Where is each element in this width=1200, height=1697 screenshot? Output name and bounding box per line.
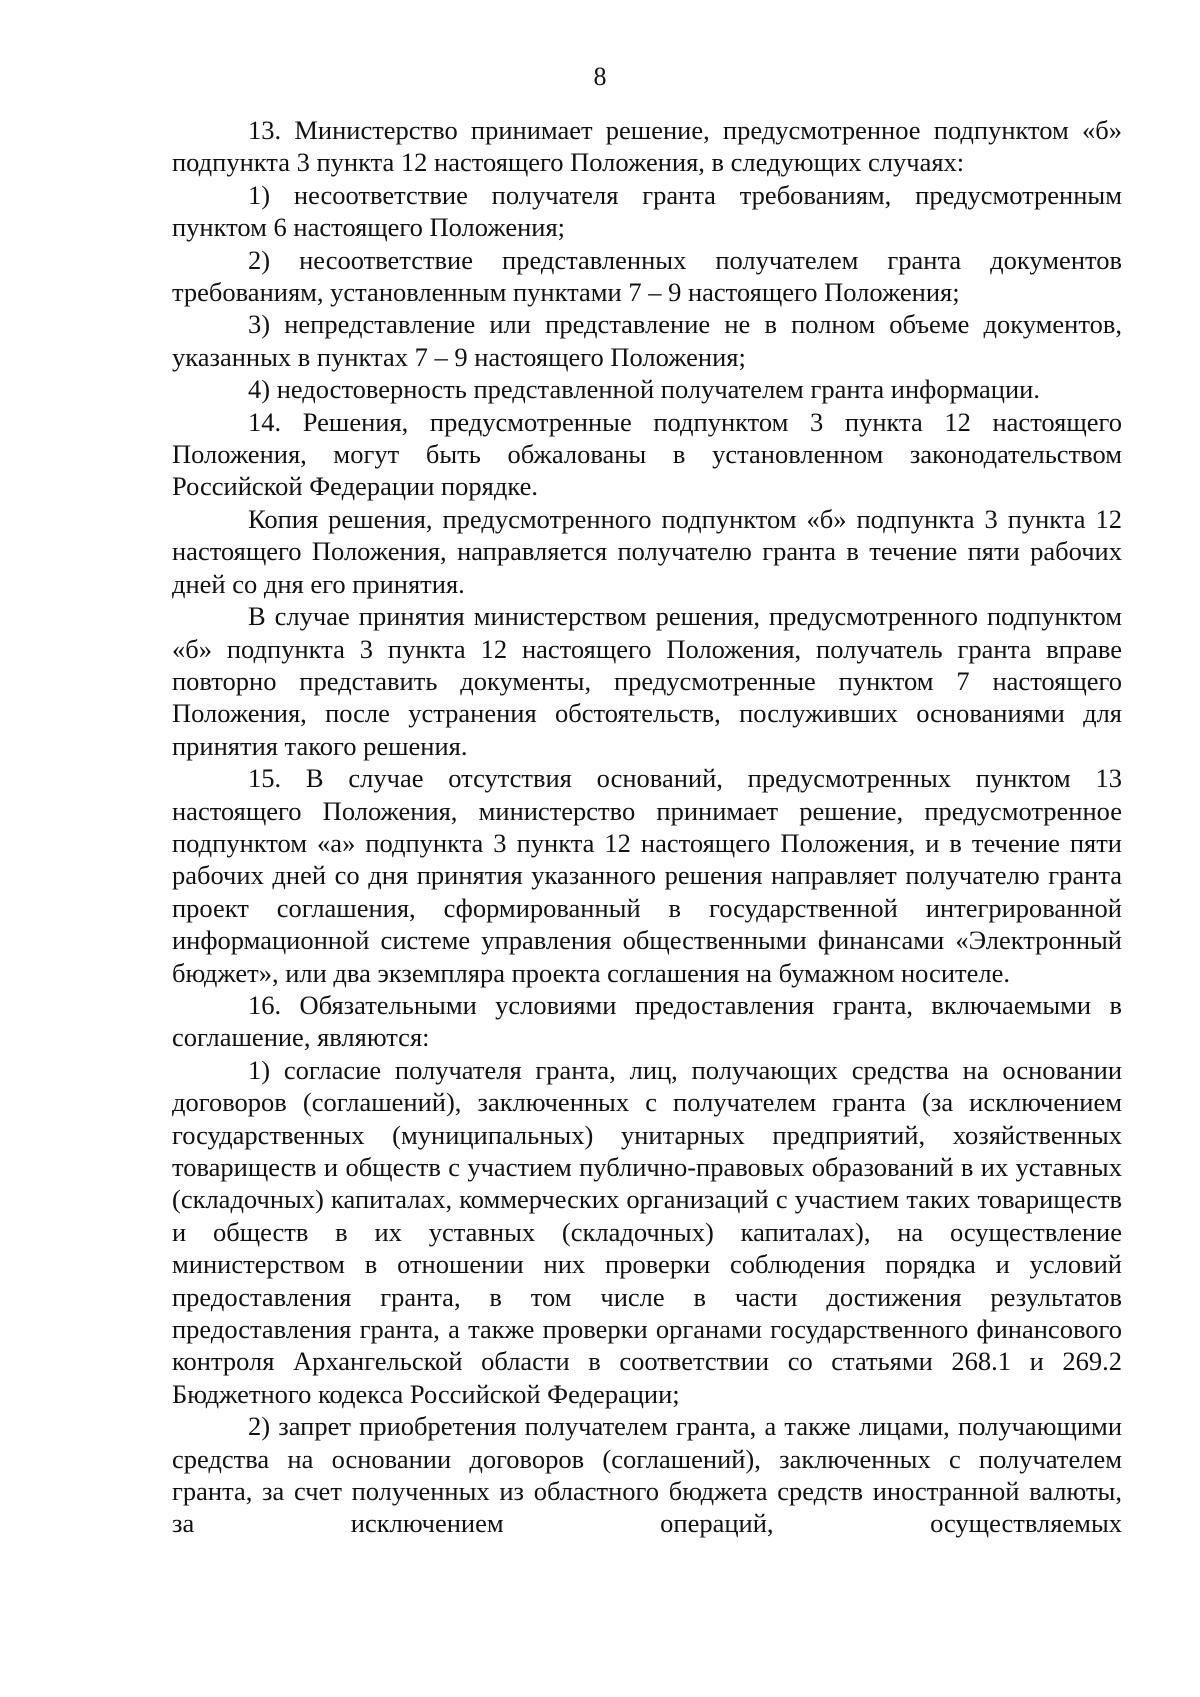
paragraph-14-copy: Копия решения, предусмотренного подпунктом «б» подпункта 3 пункта 12 настоящего Положения, направляется получателю гранта в течение пяти рабочих дней со дня его принятия. bbox=[172, 503, 1122, 599]
paragraph-15: 15. В случае отсутствия оснований, предусмотренных пунктом 13 настоящего Положения, министерство принимает решение, предусмотренное подпунктом «а» подпункта 3 пункта 12 настоящего Положения, и в течение пяти рабочих дней со дня принятия указанного решения направляет получателю гранта проект соглашения, сформированный в государственной интегрированной информационной системе управления общественными финансами «Электронный бюджет», или два экземпляра проекта соглашения на бумажном носителе. bbox=[172, 763, 1122, 988]
paragraph-14: 14. Решения, предусмотренные подпунктом 3 пункта 12 настоящего Положения, могут быть обжалованы в установленном законодательством Российской Федерации порядке. bbox=[172, 406, 1122, 502]
paragraph-13-item-2: 2) несоответствие представленных получателем гранта документов требованиям, установленным пунктами 7 – 9 настоящего Положения; bbox=[172, 244, 1122, 308]
paragraph-16-item-1: 1) согласие получателя гранта, лиц, получающих средства на основании договоров (соглашений), заключенных с получателем гранта (за исключением государственных (муниципальных) унитарных предприятий, хозяйственных товариществ и обществ с участием публично-правовых образований в их уставных (складочных) капиталах, коммерческих организаций с участием таких товариществ и обществ в их уставных (складочных) капиталах), на осуществление министерством в отношении них проверки соблюдения порядка и условий предоставления гранта, в том числе в части достижения результатов предоставления гранта, а также проверки органами государственного финансового контроля Архангельской области в соответствии со статьями 268.1 и 269.2 Бюджетного кодекса Российской Федерации; bbox=[172, 1054, 1122, 1409]
paragraph-16: 16. Обязательными условиями предоставления гранта, включаемыми в соглашение, являются: bbox=[172, 989, 1122, 1053]
paragraph-16-item-2: 2) запрет приобретения получателем гранта, а также лицами, получающими средства на основании договоров (соглашений), заключенных с получателем гранта, за счет полученных из областного бюджета средств иностранной валюты, за исключением операций, осуществляемых bbox=[172, 1411, 1122, 1539]
paragraph-13-item-3: 3) непредставление или представление не в полном объеме документов, указанных в пунктах 7 – 9 настоящего Положения; bbox=[172, 309, 1122, 372]
paragraph-13-item-1: 1) несоответствие получателя гранта требованиям, предусмотренным пунктом 6 настоящего Положения; bbox=[172, 179, 1122, 243]
page-number: 8 bbox=[593, 62, 607, 91]
paragraph-14-resubmission: В случае принятия министерством решения, предусмотренного подпунктом «б» подпункта 3 пункта 12 настоящего Положения, получатель гранта вправе повторно представить документы, предусмотренные пунктом 7 настоящего Положения, после устранения обстоятельств, послуживших основаниями для принятия такого решения. bbox=[172, 601, 1122, 761]
document-body bbox=[172, 114, 1122, 1540]
paragraph-13: 13. Министерство принимает решение, предусмотренное подпунктом «б» подпункта 3 пункта 12 настоящего Положения, в следующих случаях: bbox=[172, 115, 1122, 178]
paragraph-13-item-4: 4) недостоверность представленной получателем гранта информации. bbox=[248, 374, 1040, 405]
